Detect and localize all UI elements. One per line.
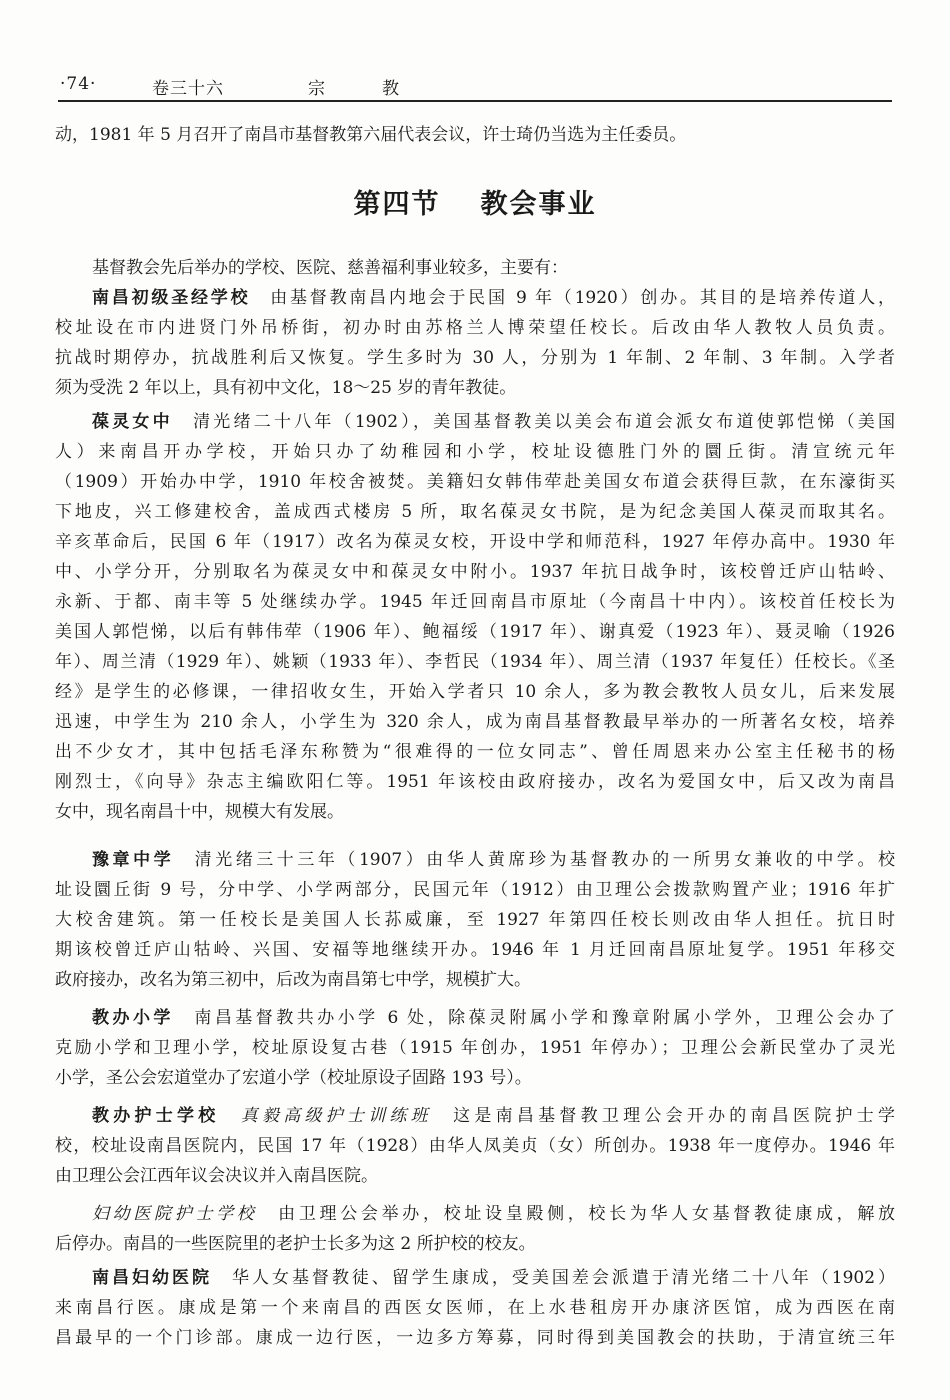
line-text: 大校舍建筑。第一任校长是美国人长荪威廉，至 1927 年第四任校长则改由华人担任。抗日时 [55,910,895,930]
line-text: 年）、周兰清（1929 年）、姚颖（1933 年）、李哲民（1934 年）、周兰清（1937 年复任）任校长。《圣 [55,652,895,672]
paragraph-heading: 南昌初级圣经学校 [92,288,251,308]
text-line [55,125,895,145]
line-text: 中、小学分开，分别取名为葆灵女中和葆灵女中附小。1937 年抗日战争时，该校曾迁庐山牯岭、 [55,562,895,582]
text-line [55,1328,895,1348]
paragraph-heading: 教办护士学校 [92,1106,220,1126]
line-text: 抗战时期停办，抗战胜利后又恢复。学生多时为 30 人，分别为 1 年制、2 年制、3 年制。入学者 [55,348,895,368]
text-line [55,378,895,398]
text-line [92,1204,895,1224]
text-line [55,622,895,642]
text-line [55,910,895,930]
section-title-number: 第四节 [353,189,441,220]
running-header [60,70,890,100]
text-line [55,592,895,612]
paragraph-heading: 葆灵女中 [92,412,173,432]
text-line [55,472,895,492]
text-line [55,940,895,960]
text-line [55,742,895,762]
text-line [55,562,895,582]
text-line [55,682,895,702]
section-label-2: 教 [382,79,400,99]
line-text: 清光绪二十八年（1902），美国基督教美以美会布道会派女布道使郭恺悌（美国 [172,412,896,432]
text-line [55,1136,895,1156]
text-line [92,850,895,870]
line-text: 期该校曾迁庐山牯岭、兴国、安福等地继续开办。1946 年 1 月迁回南昌原址复学。1951 年移交 [55,940,895,960]
line-text: 刚烈士，《向导》杂志主编欧阳仁等。1951 年该校由政府接办，改名为爱国女中，后又改为南昌 [55,772,895,792]
line-text: 须为受洗 2 年以上，具有初中文化，18～25 岁的青年教徒。 [55,378,517,398]
line-text: 女中，现名南昌十中，规模大有发展。 [55,802,344,822]
text-line [55,652,895,672]
line-text: 由卫理公会举办，校址设皇殿侧，校长为华人女基督教徒康成，解放 [257,1204,896,1224]
page-number: ·74· [60,74,97,94]
line-text: 校，校址设南昌医院内，民国 17 年（1928）由华人凤美贞（女）所创办。1938 年一度停办。1946 年 [55,1136,895,1156]
text-line [55,772,895,792]
text-line [92,1106,895,1126]
section-title-text: 教会事业 [480,189,597,220]
text-line [55,1068,895,1088]
line-text: 由基督教南昌内地会于民国 9 年（1920）创办。其目的是培养传道人， [250,288,896,308]
line-text: （1909）开始办中学，1910 年校舍被焚。美籍妇女韩伟荦赴美国女布道会获得巨款，在东濠街买 [55,472,895,492]
line-text: 动，1981 年 5 月召开了南昌市基督教第六届代表会议，许士琦仍当选为主任委员。 [55,125,687,145]
paragraph-heading: 豫章中学 [92,850,175,870]
line-text: 政府接办，改名为第三初中，后改为南昌第七中学，规模扩大。 [55,970,531,990]
line-text: 华人女基督教徒、留学生康成，受美国差会派遣于清光绪二十八年（1902） [211,1268,896,1288]
text-line [55,1298,895,1318]
line-text: 址设圜丘街 9 号，分中学、小学两部分，民国元年（1912）由卫理公会拨款购置产业；1916 年扩 [55,880,895,900]
line-text: 下地皮，兴工修建校舍，盖成西式楼房 5 所，取名葆灵女书院，是为纪念美国人葆灵而取其名。 [55,502,895,522]
line-text: 南昌基督教共办小学 6 处，除葆灵附属小学和豫章附属小学外，卫理公会办了 [173,1008,896,1028]
header-rule [58,100,892,102]
volume-label: 卷三十六 [152,79,224,99]
line-text: 由卫理公会江西年议会决议并入南昌医院。 [55,1166,378,1186]
line-text: 这是南昌基督教卫理公会开办的南昌医院护士学 [431,1106,896,1126]
line-text: 来南昌行医。康成是第一个来南昌的西医女医师，在上水巷租房开办康济医馆，成为西医在南 [55,1298,895,1318]
text-line [55,880,895,900]
section-label: 宗 [308,79,326,99]
text-line [55,712,895,732]
line-text: 清光绪三十三年（1907）由华人黄席珍为基督教办的一所男女兼收的中学。校 [174,850,896,870]
section-title [0,182,950,221]
line-text: 出不少女才，其中包括毛泽东称赞为“很难得的一位女同志”、曾任周恩来办公室主任秘书的杨 [55,742,895,762]
text-line [55,1166,895,1186]
sub-heading: 妇幼医院护士学校 [92,1204,258,1224]
text-line [55,502,895,522]
line-text: 昌最早的一个门诊部。康成一边行医，一边多方筹募，同时得到美国教会的扶助，于清宣统三年 [55,1328,895,1348]
line-text: 克励小学和卫理小学，校址原设复古巷（1915 年创办，1951 年停办）；卫理公会新民堂办了灵光 [55,1038,895,1058]
line-text: 基督教会先后举办的学校、医院、慈善福利事业较多，主要有： [92,258,568,278]
line-text: 永新、于都、南丰等 5 处继续办学。1945 年迁回南昌市原址（今南昌十中内）。该校首任校长为 [55,592,895,612]
text-line [55,442,895,462]
paragraph-heading: 教办小学 [92,1008,174,1028]
paragraph-heading: 南昌妇幼医院 [92,1268,212,1288]
sub-heading: 真毅高级护士训练班 [219,1106,432,1126]
text-line [55,802,895,822]
line-text: 人）来南昌开办学校，开始只办了幼稚园和小学，校址设德胜门外的圜丘街。清宣统元年 [55,442,895,462]
line-text: 辛亥革命后，民国 6 年（1917）改名为葆灵女校，开设中学和师范科，1927 年停办高中。1930 年 [55,532,895,552]
text-line [92,1268,895,1288]
text-line [92,412,895,432]
line-text: 经》是学生的必修课，一律招收女生，开始入学者只 10 余人，多为教会教牧人员女儿，后来发展 [55,682,895,702]
text-line [55,1038,895,1058]
text-line [55,970,895,990]
text-line [92,258,895,278]
text-line [55,318,895,338]
text-line [55,1234,895,1254]
line-text: 小学，圣公会宏道堂办了宏道小学（校址原设子固路 193 号）。 [55,1068,532,1088]
line-text: 后停办。南昌的一些医院里的老护士长多为这 2 所护校的校友。 [55,1234,536,1254]
line-text: 美国人郭恺悌，以后有韩伟荦（1906 年）、鲍福绥（1917 年）、谢真爱（1923 年）、聂灵喻（1926 [55,622,895,642]
text-line [92,288,895,308]
line-text: 校址设在市内进贤门外吊桥街，初办时由苏格兰人博荣望任校长。后改由华人教牧人员负责。 [55,318,895,338]
text-line [55,348,895,368]
text-line [92,1008,895,1028]
line-text: 迅速，中学生为 210 余人，小学生为 320 余人，成为南昌基督教最早举办的一所著名女校，培养 [55,712,895,732]
text-line [55,532,895,552]
